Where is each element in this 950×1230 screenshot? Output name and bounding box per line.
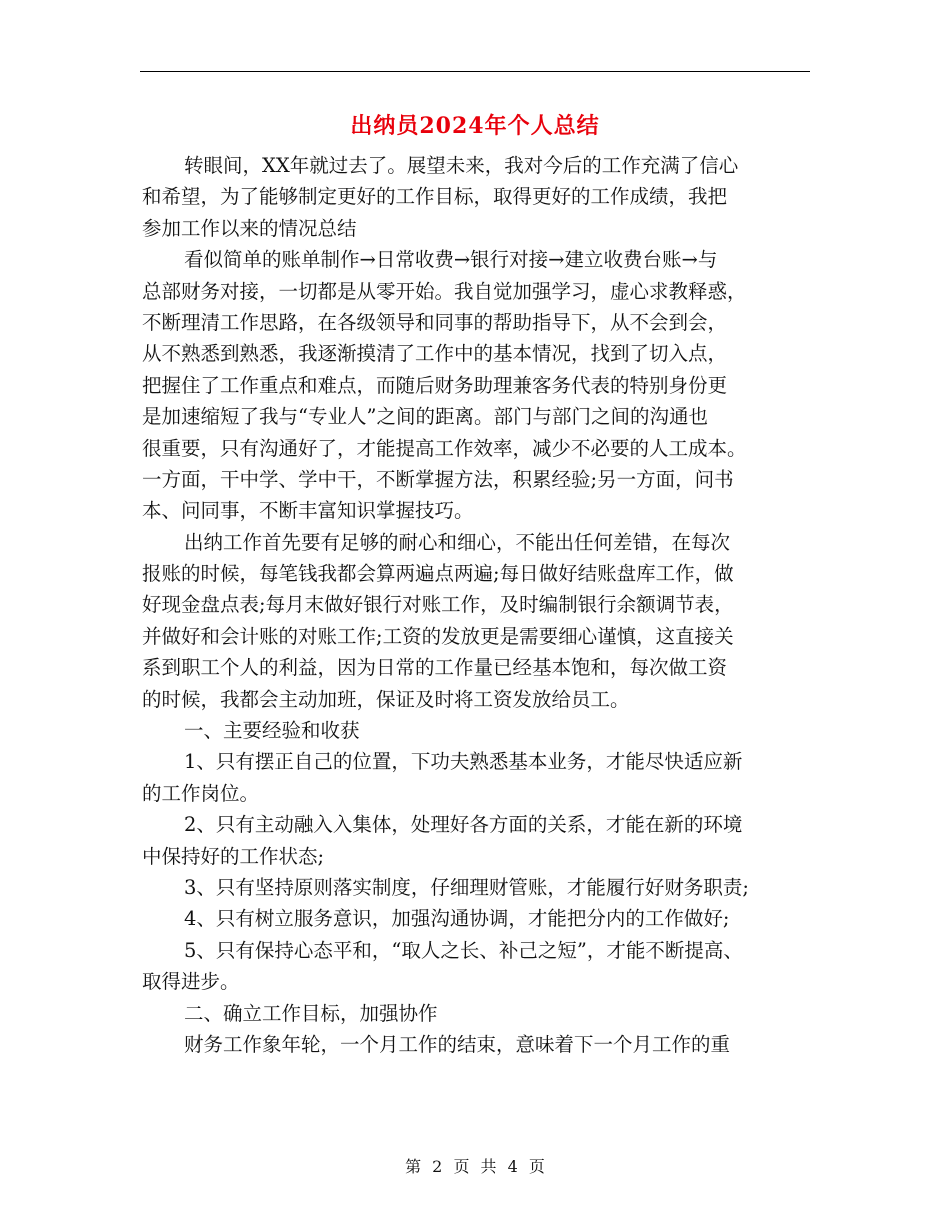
text-line: 和希望，为了能够制定更好的工作目标，取得更好的工作成绩，我把 <box>142 185 728 209</box>
text-line: 财务工作象年轮，一个月工作的结束，意味着下一个月工作的重 <box>184 1032 731 1056</box>
text-line: 看似简单的账单制作→日常收费→银行对接→建立收费台账→与 <box>184 248 718 272</box>
text-line: 的工作岗位。 <box>142 781 260 805</box>
header-rule <box>140 71 810 72</box>
page-footer: 第 2 页 共 4 页 <box>405 1157 545 1176</box>
text-line: 本、问同事，不断丰富知识掌握技巧。 <box>142 499 474 523</box>
text-line: 很重要，只有沟通好了，才能提高工作效率，减少不必要的人工成本。 <box>142 436 747 460</box>
section-heading: 二、确立工作目标，加强协作 <box>184 1001 438 1025</box>
text-line: 参加工作以来的情况总结 <box>142 216 357 240</box>
text-line: 取得进步。 <box>142 970 240 994</box>
text-line: 好现金盘点表;每月末做好银行对账工作，及时编制银行余额调节表， <box>142 593 734 617</box>
text-line: 并做好和会计账的对账工作;工资的发放更是需要细心谨慎，这直接关 <box>142 624 734 648</box>
text-line: 系到职工个人的利益，因为日常的工作量已经基本饱和，每次做工资 <box>142 656 728 680</box>
text-line: 转眼间，XX年就过去了。展望未来，我对今后的工作充满了信心 <box>184 154 739 177</box>
text-line: 出纳工作首先要有足够的耐心和细心，不能出任何差错，在每次 <box>184 530 731 554</box>
text-line: 把握住了工作重点和难点，而随后财务助理兼客务代表的特别身份更 <box>142 373 728 397</box>
text-line: 5、只有保持心态平和，“取人之长、补己之短”，才能不断提高、 <box>184 938 743 962</box>
text-line: 从不熟悉到熟悉，我逐渐摸清了工作中的基本情况，找到了切入点， <box>142 342 728 366</box>
text-line: 一方面，干中学、学中干，不断掌握方法，积累经验;另一方面，问书 <box>142 467 734 491</box>
text-line: 中保持好的工作状态; <box>142 844 325 868</box>
text-line: 不断理清工作思路，在各级领导和同事的帮助指导下，从不会到会， <box>142 310 728 334</box>
text-line: 的时候，我都会主动加班，保证及时将工资发放给员工。 <box>142 687 630 711</box>
text-line: 是加速缩短了我与“专业人”之间的距离。部门与部门之间的沟通也 <box>142 405 708 429</box>
document-body <box>142 150 814 1060</box>
text-line: 1、只有摆正自己的位置，下功夫熟悉基本业务，才能尽快适应新 <box>184 750 743 774</box>
text-line: 报账的时候，每笔钱我都会算两遍点两遍;每日做好结账盘库工作，做 <box>142 562 734 586</box>
text-line: 4、只有树立服务意识，加强沟通协调，才能把分内的工作做好; <box>184 907 730 931</box>
document-title: 出纳员2024年个人总结 <box>350 113 600 139</box>
text-line: 3、只有坚持原则落实制度，仔细理财管账，才能履行好财务职责; <box>184 875 749 899</box>
section-heading: 一、主要经验和收获 <box>184 719 360 743</box>
text-line: 总部财务对接，一切都是从零开始。我自觉加强学习，虚心求教释惑， <box>142 279 747 303</box>
text-line: 2、只有主动融入入集体，处理好各方面的关系，才能在新的环境 <box>184 813 743 837</box>
